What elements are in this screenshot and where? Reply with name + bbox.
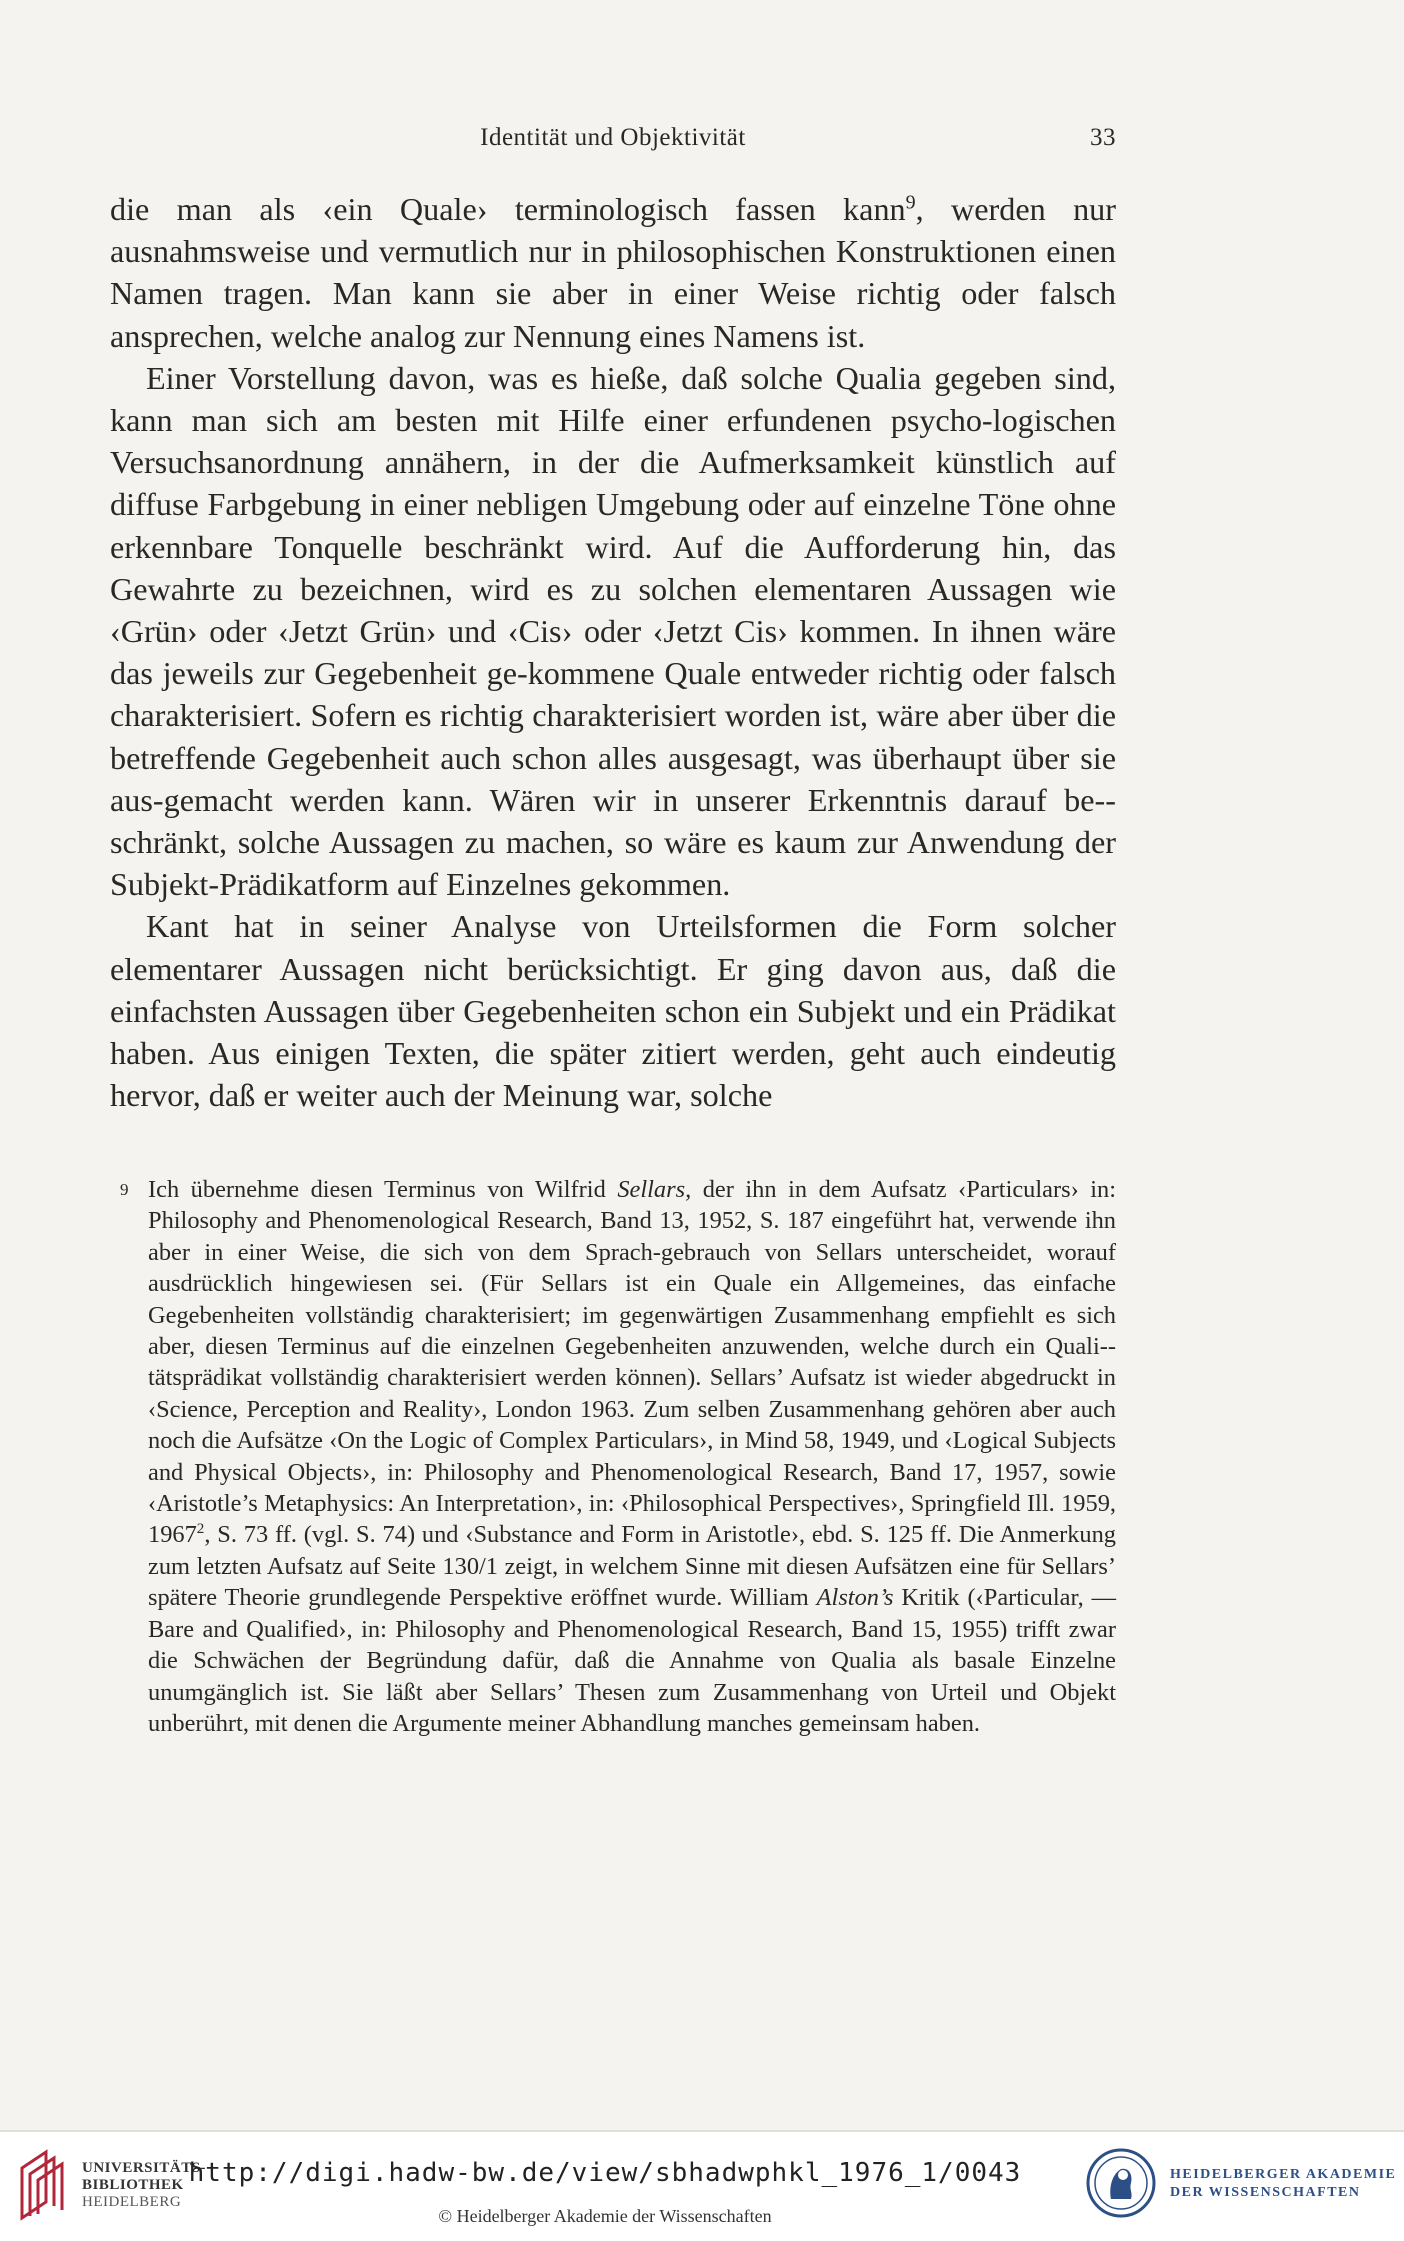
footnote-9: [110, 1174, 1116, 1739]
footnote-reference: 9: [905, 191, 916, 214]
footnote-text-1: Ich übernehme diesen Terminus von Wilfrid: [148, 1176, 618, 1203]
academy-name: [1170, 2166, 1396, 2202]
academy-line-1: HEIDELBERGER AKADEMIE: [1170, 2167, 1397, 2182]
running-header: [110, 120, 1116, 160]
paragraph-2: Einer Vorstellung davon, was es hieße, daß solche Qualia gegeben sind, kann man sich am besten mit Hilfe einer erfundenen psycho-logischen Versuchsanordnung annähern, in der die Aufmerksamkeit künstlich auf diffuse Farbgebung in einer nebligen Umgebung oder auf einzelne Töne ohne erkennbare Tonquelle beschränkt wird. Auf die Aufforderung hin, das Gewahrte zu bezeichnen, wird es zu solchen elementaren Aussagen wie ‹Grün› oder ‹Jetzt Grün› und ‹Cis› oder ‹Jetzt Cis› kommen. In ihnen wäre das jeweils zur Gegebenheit ge-kommene Quale entweder richtig oder falsch charakterisiert. Sofern es richtig charakterisiert worden ist, wäre aber über die betreffende Gegebenheit auch schon alles ausgesagt, was überhaupt über sie aus-gemacht werden kann. Wären wir in unserer Erkenntnis darauf be-schränkt, solche Aussagen zu machen, so wäre es kaum zur Anwendung der Subjekt-Prädikatform auf Einzelnes gekommen.: [110, 359, 1116, 903]
ub-line-2: BIBLIOTHEK: [82, 2177, 184, 2193]
footnote-superscript: 2: [196, 1521, 205, 1538]
running-title: Identität und Objektivität: [480, 124, 746, 151]
paragraph-1-text-a: die man als ‹ein Quale› terminologisch fassen kann: [110, 191, 906, 227]
footnote-marker: 9: [120, 1180, 129, 1199]
footnote-body: [110, 1174, 1116, 1739]
academy-seal-icon[interactable]: [1085, 2147, 1157, 2219]
paragraph-1-text-b: , werden nur ausnahmsweise und vermutlich nur in philosophischen Konstruktionen einen Namen tragen. Man kann sie aber in einer Weise richtig oder falsch ansprechen, welche analog zur Nennung eines Namens ist.: [110, 191, 1116, 354]
academy-line-2: DER WISSENSCHAFTEN: [1170, 2185, 1361, 2200]
footnote-text-2: der ihn in dem Aufsatz ‹Particulars› in: Philosophy and Phenomenological Research, Band 13, 1952, S. 187 eingeführt hat, verwende ihn aber in einer Weise, die sich von dem Sprach-gebrauch von Sellars unterscheidet, worauf ausdrücklich hingewiesen sei. (Für Sellars ist ein Quale ein Allgemeines, das einfache Gegebenheiten vollständig charakterisiert; im gegenwärtigen Zusammenhang empfiehlt es sich aber, diesen Terminus auf die einzelnen Gegebenheiten anzuwenden, welche durch ein Quali-tätsprädikat vollständig charakterisiert werden können). Sellars’ Aufsatz ist wieder abgedruckt in ‹Science, Perception and Reality›, London 1963. Zum selben Zusammenhang gehören aber auch noch die Aufsätze ‹On the Logic of Complex Particulars›, in Mind 58, 1949, und ‹Logical Subjects and Physical Objects›, in: Philosophy and Phenomenological Research, Band 17, 1957, sowie ‹Aristotle’s Metaphysics: An Interpretation›, in: ‹Philosophical Perspectives›, Springfield Ill. 1959, 1967: [148, 1176, 1116, 1549]
body-text: [110, 188, 1116, 1116]
footnote-author-sellars: Sellars,: [617, 1176, 692, 1203]
footnote-text-3: , S. 73 ff. (vgl. S. 74) und ‹Substance and Form in Aristotle›, ebd. S. 125 ff. Die Anmerkung zum letzten Aufsatz auf Seite 130/1 zeigt, in welchem Sinne mit diesen Aufsätzen eine für Sellars’ spätere Theorie grundlegende Perspektive eröffnet wurde. William: [148, 1521, 1116, 1612]
paragraph-1: [110, 188, 1116, 357]
footnote-author-alston: Alston’s: [816, 1584, 894, 1612]
ub-line-1: UNIVERSITÄTS-: [82, 2160, 207, 2176]
copyright-notice: © Heidelberger Akademie der Wissenschaften: [438, 2206, 772, 2226]
paragraph-3: Kant hat in seiner Analyse von Urteilsformen die Form solcher elementarer Aussagen nicht berücksichtigt. Er ging davon aus, daß die einfachsten Aussagen über Gegebenheiten schon ein Subjekt und ein Prädikat haben. Aus einigen Texten, die später zitiert werden, geht auch eindeutig hervor, daß er weiter auch der Meinung war, solche: [110, 908, 1116, 1114]
page-number: 33: [1090, 124, 1116, 151]
permalink-url[interactable]: http://digi.hadw-bw.de/view/sbhadwphkl_1976_1/0043: [188, 2158, 1022, 2188]
ub-line-3: HEIDELBERG: [82, 2194, 182, 2210]
footnote-text-4: Kritik (‹Particular, — Bare and Qualified›, in: Philosophy and Phenomenological Research, Band 15, 1955) trifft zwar die Schwächen der Begründung dafür, daß die Annahme von Qualia als basale Einzelne unumgänglich ist. Sie läßt aber Sellars’ Thesen zum Zusammenhang von Urteil und Objekt unberührt, mit denen die Argumente meiner Abhandlung manches gemeinsam haben.: [148, 1584, 1116, 1737]
